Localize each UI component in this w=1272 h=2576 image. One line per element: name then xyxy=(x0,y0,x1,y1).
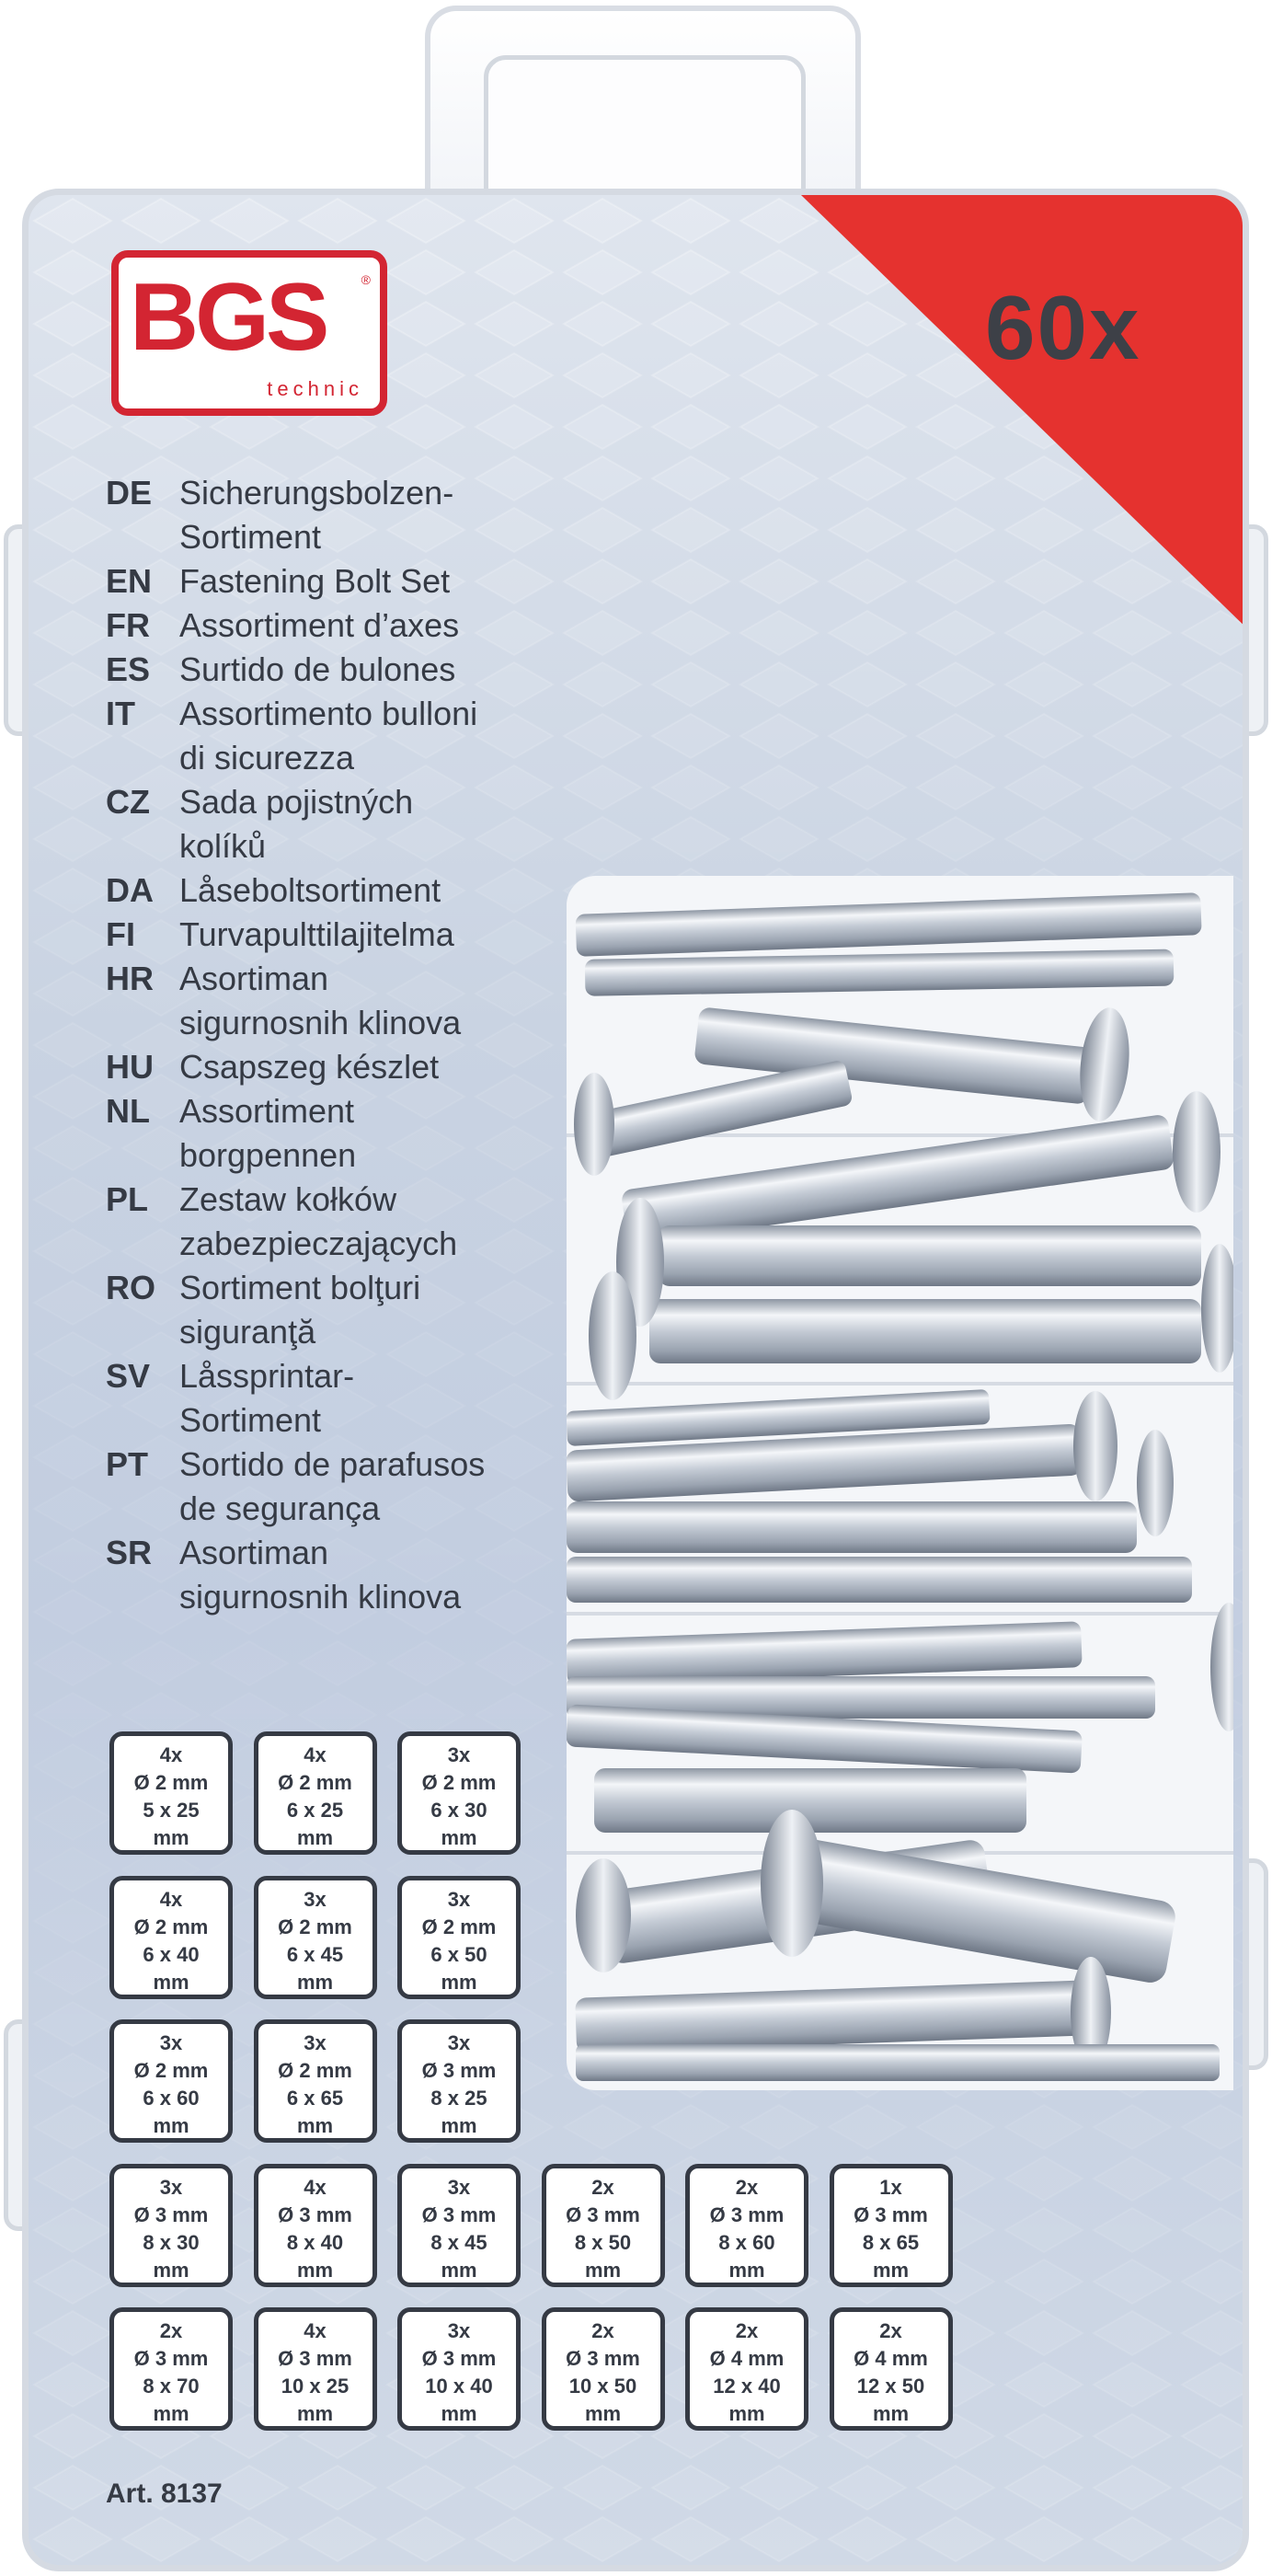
description-hu xyxy=(106,1045,621,1089)
compartment-size: 8 x 45 xyxy=(430,2230,487,2254)
description-text: Sortiment xyxy=(179,1401,322,1439)
compartment-size: 12 x 50 xyxy=(856,2375,925,2398)
description-text: Csapszeg készlet xyxy=(179,1048,440,1086)
description-text: di sicurezza xyxy=(179,739,355,776)
compartment-qty: 2x xyxy=(879,2319,902,2342)
compartment-dia: Ø 3 mm xyxy=(709,2202,785,2226)
compartment-size: 10 x 50 xyxy=(568,2375,637,2398)
pin-row-4 xyxy=(567,1603,1233,1833)
compartment-label xyxy=(109,2019,233,2143)
language-code: EN xyxy=(106,562,153,600)
description-pl xyxy=(106,1178,621,1266)
pin-head xyxy=(1201,1244,1233,1373)
compartment-unit: mm xyxy=(296,2402,334,2425)
compartment-dia: Ø 2 mm xyxy=(133,1915,209,1938)
description-text: Sortiment xyxy=(179,518,322,556)
compartment-unit: mm xyxy=(153,1970,189,1994)
compartment-label xyxy=(254,1876,377,1999)
compartment-label xyxy=(397,2164,521,2287)
compartment-label xyxy=(830,2307,953,2431)
compartment-label xyxy=(542,2307,665,2431)
description-text: Turvapulttilajitelma xyxy=(179,915,454,953)
logo-subtitle: technic xyxy=(267,377,363,400)
compartment-qty: 3x xyxy=(304,1887,327,1911)
compartment-size: 6 x 40 xyxy=(143,1942,200,1966)
description-de xyxy=(106,471,621,559)
compartment-dia: Ø 2 mm xyxy=(133,2059,209,2082)
description-da xyxy=(106,868,621,913)
compartment-unit: mm xyxy=(584,2258,622,2282)
compartment-size: 6 x 30 xyxy=(430,1799,487,1822)
description-text: Sortido de parafusos xyxy=(179,1445,486,1483)
compartment-unit: mm xyxy=(441,1826,477,1849)
compartment-unit: mm xyxy=(153,1826,189,1849)
compartment-label xyxy=(254,2164,377,2287)
pin-head xyxy=(1173,1091,1220,1213)
language-code: DA xyxy=(106,871,154,909)
description-nl xyxy=(106,1089,621,1178)
compartment-qty: 2x xyxy=(591,2319,614,2342)
compartment-dia: Ø 3 mm xyxy=(278,2347,352,2370)
compartment-label xyxy=(542,2164,665,2287)
language-code: PT xyxy=(106,1445,149,1483)
description-text: Sicherungsbolzen- xyxy=(179,474,454,512)
compartment-qty: 3x xyxy=(447,1743,471,1766)
description-text: Assortiment xyxy=(179,1092,355,1130)
pin-head xyxy=(589,1271,636,1400)
pin xyxy=(659,1225,1201,1286)
pin-head xyxy=(1137,1430,1174,1536)
pin xyxy=(567,1557,1192,1603)
language-code: ES xyxy=(106,650,151,688)
pin-head xyxy=(576,1858,631,1972)
compartment-qty: 2x xyxy=(159,2319,183,2342)
compartment-qty: 2x xyxy=(591,2175,614,2199)
description-text: Surtido de bulones xyxy=(179,650,456,688)
pin-head xyxy=(1075,1006,1135,1124)
compartment-unit: mm xyxy=(296,2258,334,2282)
description-text: sigurnosnih klinova xyxy=(179,1004,462,1041)
compartment-size: 5 x 25 xyxy=(143,1799,200,1822)
compartment-dia: Ø 2 mm xyxy=(421,1771,497,1794)
compartment-qty: 3x xyxy=(447,2319,471,2342)
compartment-label xyxy=(830,2164,953,2287)
compartment-label xyxy=(254,2019,377,2143)
description-text: Fastening Bolt Set xyxy=(179,562,451,600)
compartment-dia: Ø 3 mm xyxy=(421,2059,497,2082)
compartment-size: 6 x 65 xyxy=(286,2087,344,2110)
description-fr xyxy=(106,604,621,648)
compartment-dia: Ø 2 mm xyxy=(278,1915,352,1938)
compartment-qty: 3x xyxy=(159,2175,183,2199)
compartment-size: 8 x 40 xyxy=(286,2230,344,2254)
compartment-size: 12 x 40 xyxy=(713,2375,781,2398)
compartment-unit: mm xyxy=(584,2402,622,2425)
article-number: Art. 8137 xyxy=(106,2478,223,2509)
pin-head xyxy=(1210,1603,1233,1731)
compartment-dia: Ø 2 mm xyxy=(278,2059,352,2082)
description-text: Asortiman xyxy=(179,960,329,997)
pin xyxy=(576,892,1202,957)
pin xyxy=(575,1980,1092,2053)
compartment-dia: Ø 3 mm xyxy=(278,2202,352,2226)
description-text: Asortiman xyxy=(179,1534,329,1571)
compartment-size: 8 x 50 xyxy=(574,2230,632,2254)
description-text: Sada pojistných xyxy=(179,783,414,821)
compartment-label xyxy=(109,1731,233,1855)
compartment-unit: mm xyxy=(728,2402,765,2425)
compartment-label xyxy=(254,2307,377,2431)
compartment-size: 8 x 65 xyxy=(862,2230,920,2254)
compartment-qty: 4x xyxy=(304,1743,327,1766)
language-code: DE xyxy=(106,474,153,512)
compartment-size: 8 x 60 xyxy=(718,2230,775,2254)
description-text: de segurança xyxy=(179,1489,381,1527)
language-code: SR xyxy=(106,1534,153,1571)
compartment-qty: 4x xyxy=(304,2319,327,2342)
compartment-qty: 4x xyxy=(159,1743,183,1766)
compartment-dia: Ø 3 mm xyxy=(854,2202,928,2226)
pin xyxy=(576,2044,1220,2081)
compartment-qty: 1x xyxy=(879,2175,902,2199)
description-text: Sortiment bolţuri xyxy=(179,1269,421,1306)
compartment-unit: mm xyxy=(296,1826,334,1849)
compartment-dia: Ø 3 mm xyxy=(566,2202,640,2226)
compartment-qty: 4x xyxy=(159,1887,183,1911)
compartment-label xyxy=(685,2164,808,2287)
compartment-dia: Ø 4 mm xyxy=(854,2347,928,2370)
language-descriptions xyxy=(106,471,621,1619)
pin-head xyxy=(761,1810,823,1957)
clevis-pins xyxy=(567,876,1233,2090)
language-code: HR xyxy=(106,960,154,997)
compartment-qty: 3x xyxy=(447,2031,471,2054)
compartment-unit: mm xyxy=(872,2258,910,2282)
pin xyxy=(585,949,1175,996)
description-es xyxy=(106,648,621,692)
compartment-unit: mm xyxy=(728,2258,765,2282)
compartment-dia: Ø 3 mm xyxy=(133,2202,209,2226)
description-hr xyxy=(106,957,621,1045)
compartment-qty: 2x xyxy=(735,2175,759,2199)
compartment-qty: 3x xyxy=(447,2175,471,2199)
pin-window xyxy=(567,876,1233,2090)
language-code: HU xyxy=(106,1048,154,1086)
description-text: Zestaw kołków xyxy=(179,1180,397,1218)
compartment-unit: mm xyxy=(441,2114,477,2137)
compartment-unit: mm xyxy=(153,2258,189,2282)
language-code: FR xyxy=(106,606,150,644)
description-text: siguranţă xyxy=(179,1313,316,1351)
compartment-dia: Ø 3 mm xyxy=(421,2347,497,2370)
compartment-unit: mm xyxy=(296,2114,334,2137)
compartment-unit: mm xyxy=(153,2402,189,2425)
pin-head xyxy=(574,1073,614,1176)
compartment-size: 10 x 40 xyxy=(425,2375,493,2398)
compartment-unit: mm xyxy=(441,2258,477,2282)
compartment-qty: 3x xyxy=(159,2031,183,2054)
description-sr xyxy=(106,1531,621,1619)
compartment-size: 6 x 50 xyxy=(430,1942,487,1966)
description-text: Låssprintar- xyxy=(179,1357,355,1395)
compartment-dia: Ø 2 mm xyxy=(421,1915,497,1938)
pin xyxy=(567,1621,1083,1685)
compartment-label xyxy=(397,1731,521,1855)
description-en xyxy=(106,559,621,604)
description-it xyxy=(106,692,621,780)
description-text: Assortimento bulloni xyxy=(179,695,478,732)
piece-count-badge: 60x xyxy=(985,277,1141,378)
language-code: FI xyxy=(106,915,135,953)
assortment-case xyxy=(22,189,1249,2571)
compartment-label xyxy=(109,1876,233,1999)
language-code: PL xyxy=(106,1180,149,1218)
compartment-dia: Ø 2 mm xyxy=(278,1771,352,1794)
compartment-dia: Ø 3 mm xyxy=(133,2347,209,2370)
pin xyxy=(594,1768,1026,1833)
pin xyxy=(649,1299,1201,1363)
corner-ribbon xyxy=(801,195,1249,637)
bgs-logo xyxy=(111,250,387,416)
language-code: NL xyxy=(106,1092,150,1130)
description-ro xyxy=(106,1266,621,1354)
logo-wordmark: BGS xyxy=(130,264,327,371)
compartment-size: 6 x 25 xyxy=(286,1799,344,1822)
pin-head xyxy=(1073,1391,1117,1501)
pin-row-5 xyxy=(575,1810,1220,2081)
compartment-label xyxy=(109,2164,233,2287)
compartment-qty: 3x xyxy=(304,2031,327,2054)
pin xyxy=(574,1059,854,1161)
compartment-label xyxy=(685,2307,808,2431)
compartment-size: 6 x 45 xyxy=(286,1942,344,1966)
description-text: sigurnosnih klinova xyxy=(179,1578,462,1616)
registered-mark: ® xyxy=(361,272,371,287)
language-code: SV xyxy=(106,1357,151,1395)
compartment-qty: 3x xyxy=(447,1887,471,1911)
compartment-dia: Ø 3 mm xyxy=(566,2347,640,2370)
compartment-label xyxy=(397,1876,521,1999)
compartment-unit: mm xyxy=(441,1970,477,1994)
language-code: IT xyxy=(106,695,135,732)
compartment-size: 8 x 30 xyxy=(143,2230,200,2254)
compartment-size: 6 x 60 xyxy=(143,2087,200,2110)
compartment-size: 10 x 25 xyxy=(281,2375,350,2398)
description-text: kolíků xyxy=(179,827,267,865)
compartment-dia: Ø 4 mm xyxy=(709,2347,785,2370)
compartment-dia: Ø 3 mm xyxy=(421,2202,497,2226)
description-fi xyxy=(106,913,621,957)
compartment-unit: mm xyxy=(296,1970,334,1994)
pin xyxy=(567,1501,1137,1553)
description-text: zabezpieczających xyxy=(179,1225,458,1262)
description-sv xyxy=(106,1354,621,1443)
description-text: Assortiment d’axes xyxy=(179,606,460,644)
description-pt xyxy=(106,1443,621,1531)
pin-row-3 xyxy=(567,1389,1192,1603)
compartment-size: 8 x 70 xyxy=(143,2375,200,2398)
compartment-unit: mm xyxy=(441,2402,477,2425)
compartment-label xyxy=(397,2307,521,2431)
compartment-qty: 2x xyxy=(735,2319,759,2342)
language-code: CZ xyxy=(106,783,150,821)
description-cz xyxy=(106,780,621,868)
compartment-unit: mm xyxy=(153,2114,189,2137)
compartment-label xyxy=(254,1731,377,1855)
compartment-label xyxy=(397,2019,521,2143)
description-text: Låseboltsortiment xyxy=(179,871,441,909)
compartment-size: 8 x 25 xyxy=(430,2087,487,2110)
compartment-unit: mm xyxy=(872,2402,910,2425)
compartment-label xyxy=(109,2307,233,2431)
description-text: borgpennen xyxy=(179,1136,357,1174)
language-code: RO xyxy=(106,1269,155,1306)
compartment-dia: Ø 2 mm xyxy=(133,1771,209,1794)
compartment-qty: 4x xyxy=(304,2175,327,2199)
